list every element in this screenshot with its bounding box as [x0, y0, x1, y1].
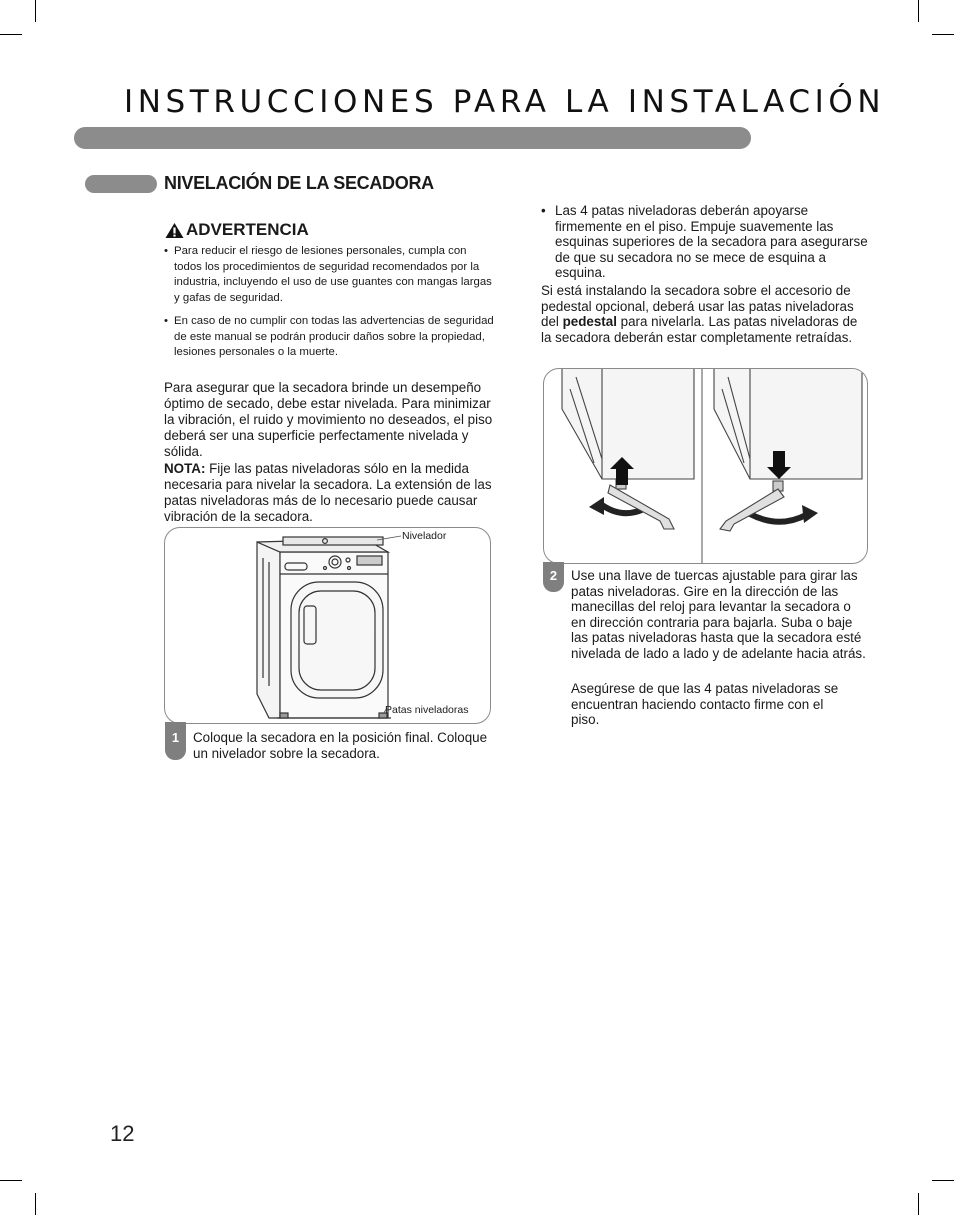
pedestal-text-before: Si está instalando la secadora sobre el accesorio de pedestal opcional, deberá usar las patas niveladoras del [541, 283, 854, 329]
page-number: 12 [110, 1121, 135, 1146]
step-2-followup: Asegúrese de que las 4 patas niveladoras se encuentran haciendo contacto firme con el piso. [571, 681, 839, 727]
crop-mark [918, 0, 919, 22]
figure-dryer-leveler [164, 527, 491, 724]
crop-mark [0, 1180, 22, 1181]
dryer-illustration [165, 528, 490, 723]
title-bar [74, 127, 751, 149]
warning-item: • Para reducir el riesgo de lesiones personales, cumpla con todos los procedimientos de seguridad recomendados por la industria, incluyendo el uso de use guantes con mangas largas y gafas de seguridad. [164, 244, 494, 306]
right-bullet-item: • Las 4 patas niveladoras deberán apoyarse firmemente en el piso. Empuje suavemente las esquinas superiores de la secadora para asegurarse de que su secadora no se mece de esquina a esquina. [541, 203, 871, 281]
label-leveler: Nivelador [402, 530, 447, 542]
note-text: Fije las patas niveladoras sólo en la medida necesaria para nivelar la secadora. La extensión de las patas niveladoras más de lo necesario puede causar vibración de la secadora. [164, 461, 492, 524]
crop-mark [0, 34, 22, 35]
figure-wrench-adjust [543, 368, 868, 564]
crop-mark [35, 1193, 36, 1215]
warning-heading [165, 220, 309, 240]
crop-mark [932, 1180, 954, 1181]
crop-mark [35, 0, 36, 22]
intro-paragraph: Para asegurar que la secadora brinde un desempeño óptimo de secado, debe estar nivelada. Para minimizar la vibración, el ruido y movimiento no deseados, el piso deberá ser una superficie perfectamente nivelada y sólida. [164, 380, 493, 459]
crop-mark [918, 1193, 919, 1215]
step-1-text: Coloque la secadora en la posición final. Coloque un nivelador sobre la secadora. [193, 730, 488, 761]
page-title: INSTRUCCIONES PARA LA INSTALACIÓN [124, 84, 886, 120]
right-bullet-list [541, 203, 871, 281]
warning-item: • En caso de no cumplir con todas las advertencias de seguridad de este manual se podrán producir daños sobre la propiedad, lesiones personales o la muerte. [164, 314, 494, 361]
note-label: NOTA: [164, 461, 206, 476]
step-2-text: Use una llave de tuercas ajustable para girar las patas niveladoras. Gire en la dirección de las manecillas del reloj para levantar la secadora o en dirección contraria para bajarla. Suba o baje las patas niveladoras hasta que la secadora esté nivelada de lado a lado y de adelante hacia atrás. [571, 568, 866, 661]
step-number: 2 [543, 562, 564, 592]
warning-list [164, 244, 494, 369]
crop-mark [932, 34, 954, 35]
step-number: 1 [165, 722, 186, 760]
label-leveling-feet: Patas niveladoras [385, 704, 469, 716]
section-heading: NIVELACIÓN DE LA SECADORA [164, 173, 434, 193]
pedestal-bold: pedestal [562, 314, 617, 329]
section-marker [85, 175, 157, 193]
note-paragraph [164, 461, 499, 525]
pedestal-paragraph [541, 283, 871, 345]
pedestal-text-after: para nivelarla. Las patas niveladoras de la secadora deberán estar completamente retraídas. [541, 314, 858, 345]
warning-heading-text: ADVERTENCIA [186, 220, 309, 239]
warning-triangle-icon [165, 222, 184, 239]
wrench-illustration [544, 369, 867, 563]
